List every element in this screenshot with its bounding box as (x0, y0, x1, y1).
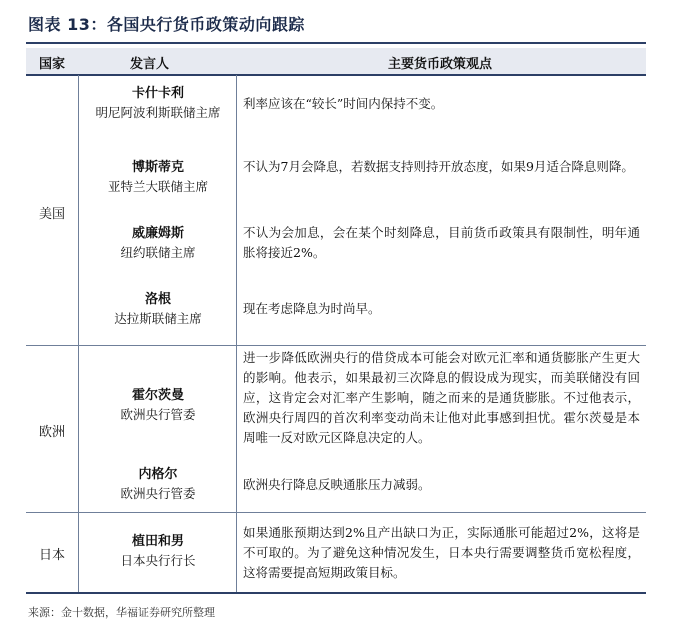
divider-speaker (236, 75, 237, 592)
speaker-name: 威廉姆斯 (131, 226, 184, 241)
speaker-kashkari (80, 84, 236, 122)
speaker-title: 亚特兰大联储主席 (107, 179, 208, 194)
speaker-logan (80, 290, 236, 328)
table-header (26, 48, 646, 74)
view-logan: 现在考虑降息为时尚早。 (243, 301, 381, 316)
view-williams: 不认为会加息，会在某个时刻降息，目前货币政策具有限制性，明年通胀将接近2%。 (243, 225, 640, 260)
group-divider-europe (26, 345, 646, 346)
group-divider-japan (26, 512, 646, 513)
speaker-name: 霍尔茨曼 (131, 388, 184, 403)
view-holzmann: 进一步降低欧洲央行的借贷成本可能会对欧元汇率和通货膨胀产生更大的影响。他表示，如果最初三次降息的假设成为现实，而美联储没有回应，这肯定会对汇率产生影响，随之而来的是通货膨胀。不过他表示，欧洲央行周四的首次利率变动尚未让他对此事感到担忧。霍尔茨曼是本周唯一反对欧元区降息决定的人。 (243, 350, 640, 445)
country-us: 美国 (38, 207, 65, 222)
speaker-name: 博斯蒂克 (131, 160, 184, 175)
header-country: 国家 (39, 57, 66, 72)
speaker-name: 洛根 (144, 292, 171, 307)
speaker-ueda (80, 532, 236, 570)
speaker-name: 植田和男 (131, 534, 184, 549)
speaker-title: 纽约联储主席 (120, 245, 196, 260)
speaker-nagel (80, 465, 236, 503)
top-rule (26, 42, 646, 44)
header-view: 主要货币政策观点 (388, 57, 493, 72)
country-japan: 日本 (38, 548, 65, 563)
speaker-title: 明尼阿波利斯联储主席 (95, 105, 221, 120)
header-rule (26, 74, 646, 76)
view-ueda: 如果通胀预期达到2%且产出缺口为正，实际通胀可能超过2%，这将是不可取的。为了避免这种情况发生，日本央行需要调整货币宽松程度，这将需要提高短期政策目标。 (243, 525, 640, 580)
view-nagel: 欧洲央行降息反映通胀压力减弱。 (243, 477, 431, 492)
speaker-holzmann (80, 386, 236, 424)
speaker-name: 内格尔 (138, 467, 178, 482)
speaker-name: 卡什卡利 (131, 86, 184, 101)
speaker-title: 欧洲央行管委 (120, 486, 196, 501)
figure-title: 图表 13：各国央行货币政策动向跟踪 (28, 15, 305, 34)
speaker-bostic (80, 158, 236, 196)
header-speaker: 发言人 (130, 57, 170, 72)
divider-country (78, 75, 79, 592)
figure-source: 来源：金十数据，华福证券研究所整理 (28, 606, 215, 619)
country-europe: 欧洲 (38, 425, 65, 440)
speaker-title: 欧洲央行管委 (120, 407, 196, 422)
view-bostic: 不认为7月会降息，若数据支持则持开放态度，如果9月适合降息则降。 (243, 159, 634, 174)
view-kashkari: 利率应该在“较长”时间内保持不变。 (243, 96, 444, 111)
speaker-williams (80, 224, 236, 262)
bottom-rule (26, 592, 646, 594)
speaker-title: 达拉斯联储主席 (114, 311, 202, 326)
speaker-title: 日本央行行长 (120, 553, 196, 568)
